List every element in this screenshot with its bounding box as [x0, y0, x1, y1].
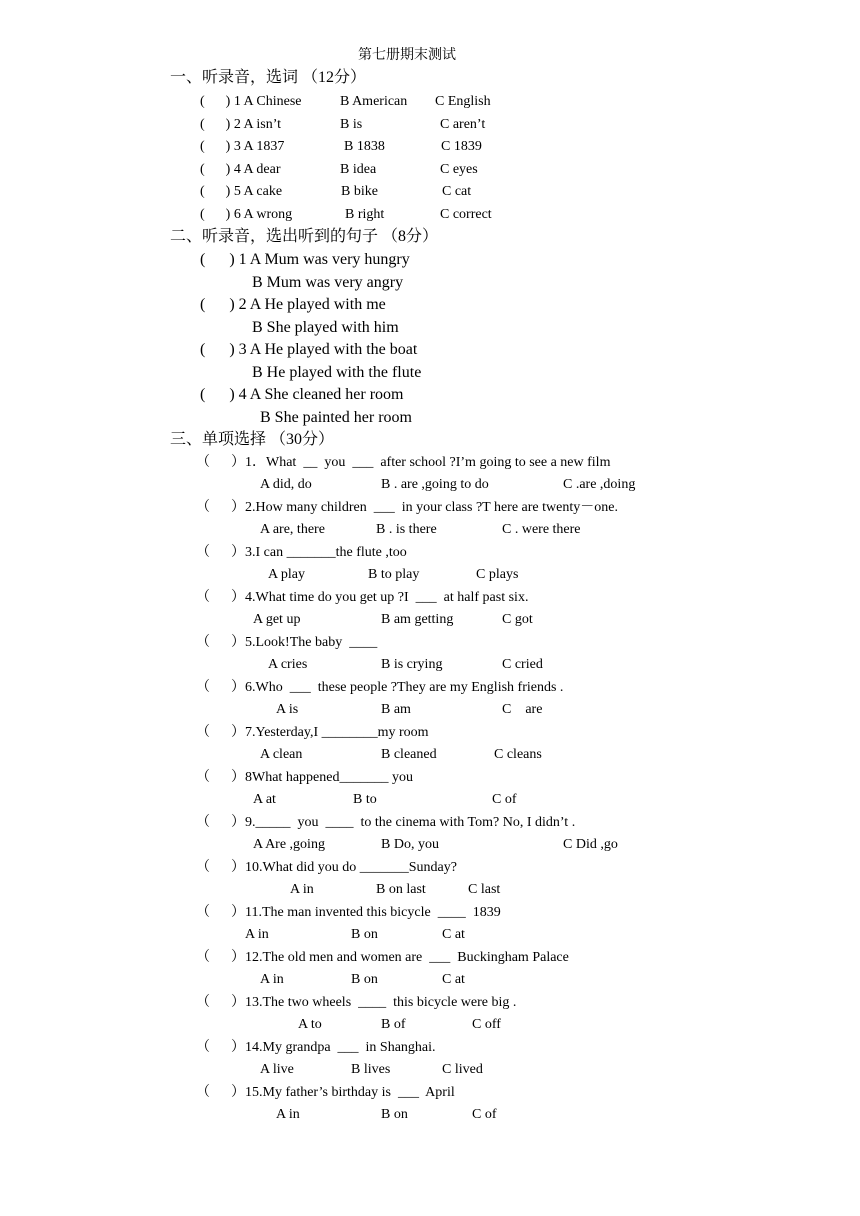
option-b: B is: [340, 117, 363, 132]
question-text: （ ）14.My grandpa ___ in Shanghai.: [196, 1040, 436, 1055]
option-b: B . is there: [376, 522, 437, 537]
sentence-option-a: ( ) 1 A Mum was very hungry: [200, 251, 410, 268]
option-a: A in: [260, 972, 284, 987]
sentence-option-b: B He played with the flute: [252, 364, 422, 381]
option-b: B bike: [341, 184, 378, 199]
option-b: B of: [381, 1017, 406, 1032]
question-text: （ ）5.Look!The baby ____: [196, 635, 378, 650]
option-a: A cries: [268, 657, 308, 672]
question-text: （ ）10.What did you do _______Sunday?: [196, 860, 457, 875]
question-text: （ ）13.The two wheels ____ this bicycle were big .: [196, 995, 517, 1010]
question-text: （ ）9._____ you ____ to the cinema with Tom? No, I didn’t .: [196, 815, 576, 830]
question-text: （ ）15.My father’s birthday is ___ April: [196, 1085, 455, 1100]
option-c: C at: [442, 972, 465, 987]
option-b: B idea: [340, 162, 377, 177]
option-b: B American: [340, 94, 408, 109]
section-heading: 二、听录音，选出听到的句子 （8分）: [170, 228, 439, 245]
sentence-option-a: ( ) 2 A He played with me: [200, 296, 386, 313]
option-a: A is: [276, 702, 299, 717]
option-a: A play: [268, 567, 305, 582]
question-stem: ( ) 5 A cake: [200, 184, 283, 199]
option-a: A in: [245, 927, 269, 942]
option-c: C aren’t: [440, 117, 486, 132]
option-b: B to: [353, 792, 377, 807]
option-c: C lived: [442, 1062, 483, 1077]
sentence-option-a: ( ) 4 A She cleaned her room: [200, 386, 404, 403]
option-a: A did, do: [260, 477, 312, 492]
sentence-option-b: B Mum was very angry: [252, 274, 404, 291]
section-heading: 三、单项选择 （30分）: [170, 431, 335, 448]
sentence-option-b: B She painted her room: [260, 409, 412, 426]
option-c: C cat: [442, 184, 472, 199]
option-c: C Did ,go: [563, 837, 618, 852]
question-text: （ ）6.Who ___ these people ?They are my English friends .: [196, 680, 564, 695]
option-c: C 1839: [441, 139, 482, 154]
option-b: B on: [351, 927, 378, 942]
option-c: C off: [472, 1017, 501, 1032]
option-b: B cleaned: [381, 747, 437, 762]
option-c: C correct: [440, 207, 492, 222]
option-a: A in: [276, 1107, 300, 1122]
question-text: （ ）12.The old men and women are ___ Buckingham Palace: [196, 950, 569, 965]
option-a: A get up: [253, 612, 301, 627]
option-c: C eyes: [440, 162, 478, 177]
option-b: B right: [345, 207, 385, 222]
option-b: B am: [381, 702, 411, 717]
option-b: B am getting: [381, 612, 454, 627]
option-c: C cried: [502, 657, 543, 672]
option-b: B . are ,going to do: [381, 477, 489, 492]
option-a: A at: [253, 792, 276, 807]
sentence-option-a: ( ) 3 A He played with the boat: [200, 341, 418, 358]
option-b: B 1838: [344, 139, 385, 154]
option-b: B Do, you: [381, 837, 439, 852]
question-text: （ ）1．What __ you ___ after school ?I’m going to see a new film: [196, 455, 611, 470]
option-a: A to: [298, 1017, 322, 1032]
option-c: C plays: [476, 567, 519, 582]
option-c: C last: [468, 882, 501, 897]
option-a: A are, there: [260, 522, 325, 537]
question-stem: ( ) 2 A isn’t: [200, 117, 282, 132]
question-stem: ( ) 3 A 1837: [200, 139, 285, 154]
option-c: C cleans: [494, 747, 542, 762]
question-text: （ ）8What happened_______ you: [196, 770, 413, 785]
option-b: B lives: [351, 1062, 391, 1077]
option-c: C .are ,doing: [563, 477, 636, 492]
option-a: A clean: [260, 747, 303, 762]
option-b: B is crying: [381, 657, 443, 672]
option-c: C got: [502, 612, 533, 627]
question-text: （ ）11.The man invented this bicycle ____ 1839: [196, 905, 501, 920]
option-c: C of: [492, 792, 517, 807]
option-c: C English: [435, 94, 491, 109]
sentence-option-b: B She played with him: [252, 319, 399, 336]
option-b: B on: [351, 972, 378, 987]
section-heading: 一、听录音，选词 （12分）: [170, 69, 367, 86]
page-title: 第七册期末测试: [358, 48, 456, 63]
option-a: A in: [290, 882, 314, 897]
question-stem: ( ) 1 A Chinese: [200, 94, 302, 109]
option-b: B on: [381, 1107, 408, 1122]
option-a: A live: [260, 1062, 294, 1077]
option-b: B to play: [368, 567, 420, 582]
option-b: B on last: [376, 882, 426, 897]
option-c: C are: [502, 702, 543, 717]
question-text: （ ）2.How many children ___ in your class ?T here are twenty－one.: [196, 500, 618, 515]
question-stem: ( ) 6 A wrong: [200, 207, 293, 222]
option-c: C at: [442, 927, 465, 942]
option-c: C . were there: [502, 522, 581, 537]
option-c: C of: [472, 1107, 497, 1122]
question-text: （ ）7.Yesterday,I ________my room: [196, 725, 429, 740]
question-text: （ ）3.I can _______the flute ,too: [196, 545, 407, 560]
question-stem: ( ) 4 A dear: [200, 162, 281, 177]
option-a: A Are ,going: [253, 837, 325, 852]
question-text: （ ）4.What time do you get up ?I ___ at half past six.: [196, 590, 529, 605]
